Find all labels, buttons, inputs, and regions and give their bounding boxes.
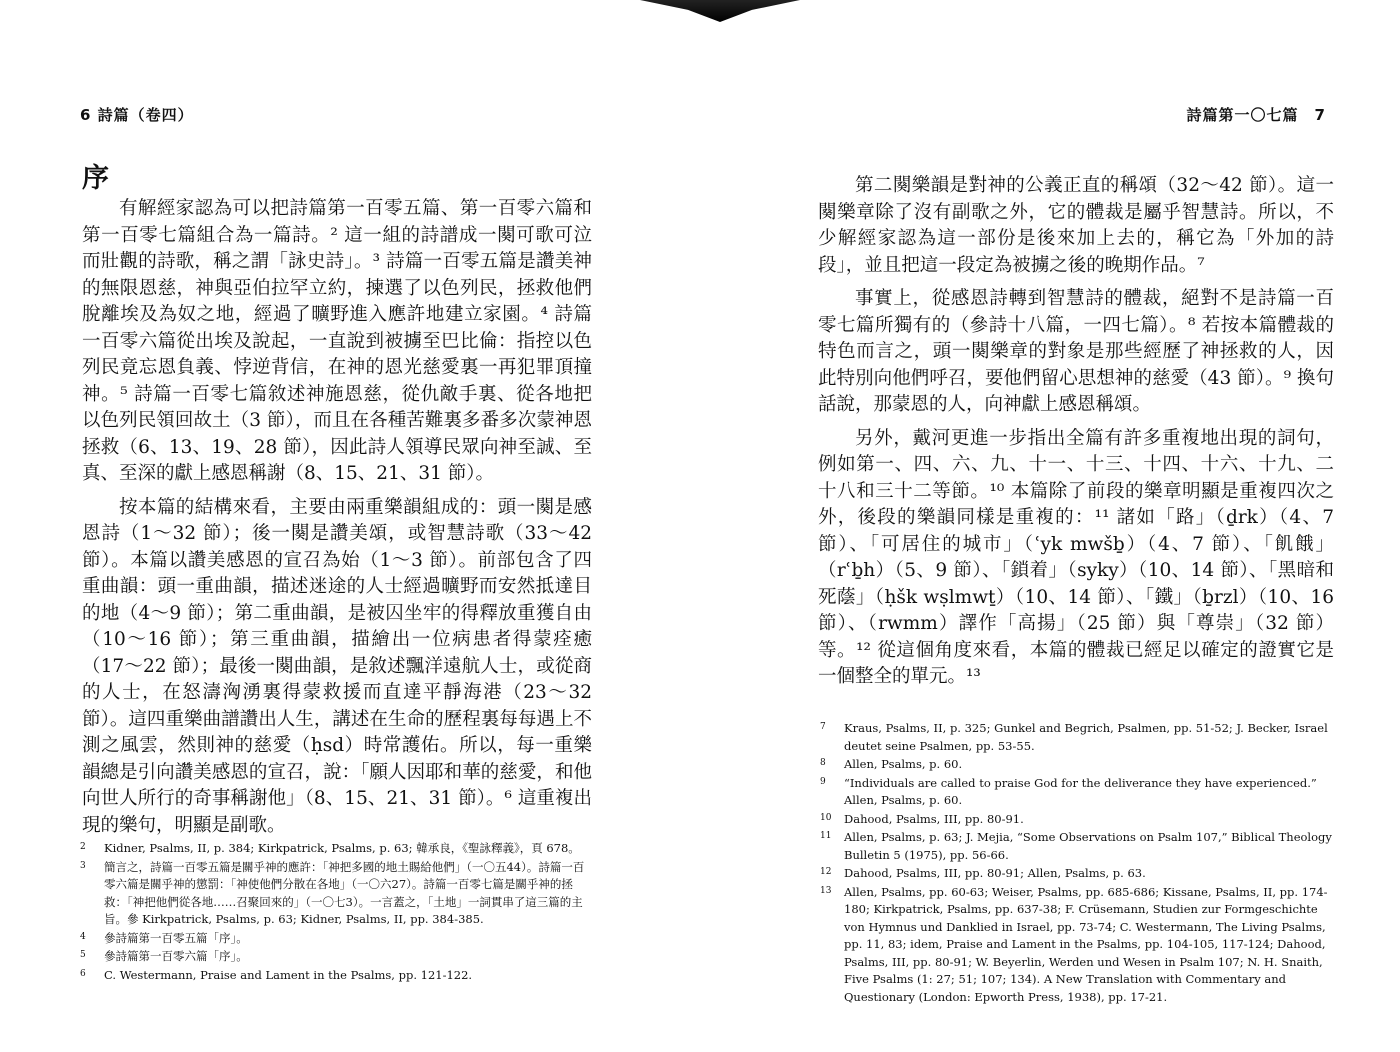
footnote-number: 12 — [820, 867, 832, 877]
right-footnotes — [820, 720, 1342, 1007]
footnote-text: Dahood, Psalms, III, pp. 80-91; Allen, Psalms, p. 63. — [844, 866, 1146, 880]
footnote — [80, 948, 592, 966]
footnote — [820, 775, 1342, 810]
left-body-text — [82, 196, 592, 846]
footnote-text: Allen, Psalms, pp. 60-63; Weiser, Psalms, pp. 685-686; Kissane, Psalms, II, pp. 174-180; Kirkpatrick, Psalms, pp. 637-38; F. Crüsemann, Studien zur Formgeschichte von Hymnus und Danklied in Israel, pp. 73-74; C. Westermann, The Living Psalms, pp. 11, 83; idem, Praise and Lament in the Psalms, pp. 104-105, 117-124; Dahood, Psalms, III, pp. 80-91; W. Beyerlin, Werden und Wesen in Psalm 107; N. H. Snaith, Five Psalms (1: 27; 51; 107; 134). A New Translation with Commentary and Questionary (London: Epworth Press, 1938), pp. 17-21. — [844, 884, 1328, 1004]
left-footnotes — [80, 840, 592, 985]
footnote-number: 6 — [80, 968, 86, 979]
footnote-text: Kraus, Psalms, II, p. 325; Gunkel and Begrich, Psalmen, pp. 51-52; J. Becker, Israel deutet seine Psalmen, pp. 53-55. — [844, 721, 1328, 753]
right-running-header: 詩篇第一〇七篇 7 — [1186, 106, 1326, 124]
paragraph: 事實上，從感恩詩轉到智慧詩的體裁，絕對不是詩篇一百零七篇所獨有的（參詩十八篇，一四七篇）。⁸ 若按本篇體裁的特色而言之，頭一闋樂章的對象是那些經歷了神拯救的人，因此特別向他們呼召，要他們留心思想神的慈愛（43 節）。⁹ 換句話說，那蒙恩的人，向神獻上感恩稱頌。 — [818, 288, 1334, 415]
paragraph: 第二闋樂韻是對神的公義正直的稱頌（32～42 節）。這一闋樂章除了沒有副歌之外，它的體裁是屬乎智慧詩。所以，不少解經家認為這一部份是後來加上去的，稱它為「外加的詩段」，並且把這一段定為被擄之後的晚期作品。⁷ — [818, 175, 1334, 276]
footnote — [820, 756, 1342, 774]
section-title: 序 — [82, 163, 109, 194]
footnote-number: 7 — [820, 722, 826, 732]
footnote-number: 8 — [820, 758, 826, 768]
footnote-text: Allen, Psalms, p. 63; J. Mejia, “Some Observations on Psalm 107,” Biblical Theology Bulletin 5 (1975), pp. 56-66. — [844, 830, 1332, 862]
footnote-number: 2 — [80, 842, 86, 852]
footnote — [80, 930, 592, 948]
footnote-number: 13 — [820, 885, 832, 896]
footnote — [80, 840, 592, 858]
footnote-text: 參詩篇第一百零五篇「序」。 — [104, 930, 248, 945]
right-body-text — [818, 173, 1334, 698]
footnote-text: Kidner, Psalms, II, p. 384; Kirkpatrick, Psalms, p. 63; 韓承良，《聖詠釋義》，頁 678。 — [104, 841, 580, 855]
footnote — [820, 720, 1342, 755]
footnote-number: 3 — [80, 860, 86, 871]
footnote-number: 9 — [820, 776, 826, 787]
footnote-text: C. Westermann, Praise and Lament in the Psalms, pp. 121-122. — [104, 967, 473, 982]
footnote-text: “Individuals are called to praise God for the deliverance they have experienced.” Allen, Psalms, p. 60. — [844, 775, 1317, 807]
footnote-text: Dahood, Psalms, III, pp. 80-91. — [844, 811, 1024, 826]
right-page — [700, 0, 1400, 1052]
footnote-number: 10 — [820, 812, 832, 823]
footnote — [820, 811, 1342, 829]
footnote — [820, 865, 1342, 883]
footnote-number: 11 — [820, 831, 832, 841]
footnote-text: 參詩篇第一百零六篇「序」。 — [104, 949, 248, 963]
footnote — [80, 859, 592, 929]
paragraph: 有解經家認為可以把詩篇第一百零五篇、第一百零六篇和第一百零七篇組合為一篇詩。² 這一組的詩譜成一闋可歌可泣而壯觀的詩歌，稱之謂「詠史詩」。³ 詩篇一百零五篇是讚美神的無限恩慈，神與亞伯拉罕立約，揀選了以色列民，拯救他們脫離埃及為奴之地，經過了曠野進入應許地建立家園。⁴ 詩篇一百零六篇從出埃及說起，一直說到被擄至巴比倫：指控以色列民竟忘恩負義、悖逆背信，在神的恩光慈愛裏一再犯罪頂撞神。⁵ 詩篇一百零七篇敘述神施恩慈，從仇敵手裏、從各地把以色列民領回故土（3 節），而且在各種苦難裏多番多次蒙神恩拯救（6、13、19、28 節），因此詩人領導民眾向神至誠、至真、至深的獻上感恩稱謝（8、15、21、31 節）。 — [82, 198, 592, 484]
left-running-header: 6 詩篇（卷四） — [80, 106, 194, 124]
footnote — [820, 829, 1342, 864]
footnote — [80, 967, 592, 985]
footnote-number: 5 — [80, 950, 86, 960]
paragraph: 另外，戴河更進一步指出全篇有許多重複地出現的詞句，例如第一、四、六、九、十一、十三、十四、十六、十九、二十八和三十二等節。¹⁰ 本篇除了前段的樂章明顯是重複四次之外，後段的樂韻同樣是重複的：¹¹ 諸如「路」（ḏrk）（4、7 節）、「可居住的城市」（ʿyk mwšḇ）（4、7 節）、「飢餓」（rʿḇh）（5、9 節）、「鎖着」（syky）（10、14 節）、「黑暗和死蔭」（ḥšk wṣlmwṯ）（10、14 節）、「鐵」（ḇrzl）（10、16 節）、（rwmm）譯作「高揚」（25 節）與「尊崇」（32 節）等。¹² 從這個角度來看，本篇的體裁已經足以確定的證實它是一個整全的單元。¹³ — [818, 427, 1334, 687]
footnote-number: 4 — [80, 931, 86, 942]
footnote — [820, 884, 1342, 1007]
footnote-text: Allen, Psalms, p. 60. — [844, 757, 963, 771]
footnote-text: 簡言之，詩篇一百零五篇是關乎神的應許：「神把多國的地土賜給他們」（一〇五44）。詩篇一百零六篇是關乎神的懲罰：「神使他們分散在各地」（一〇六27）。詩篇一百零七篇是關乎神的拯救：「神把他們從各地……召聚回來的」（一〇七3）。一言蓋之，「土地」一詞貫串了這三篇的主旨。參 Kirkpatrick, Psalms, p. 63; Kidner, Psalms, II, pp. 384-385. — [104, 859, 585, 926]
paragraph: 按本篇的結構來看，主要由兩重樂韻組成的：頭一闋是感恩詩（1～32 節）；後一闋是讚美頌，或智慧詩歌（33～42 節）。本篇以讚美感恩的宣召為始（1～3 節）。前部包含了四重曲韻：頭一重曲韻，描述迷途的人士經過曠野而安然抵達目的地（4～9 節）；第二重曲韻，是被囚坐牢的得釋放重獲自由（10～16 節）；第三重曲韻，描繪出一位病患者得蒙痊癒（17～22 節）；最後一闋曲韻，是敘述飄洋遠航人士，或從商的人士，在怒濤洶湧裏得蒙救援而直達平靜海港（23～32 節）。這四重樂曲譜讚出人生，講述在生命的歷程裏每每遇上不測之風雲，然則神的慈愛（ḥsd）時常護佑。所以，每一重樂韻總是引向讚美感恩的宣召，說：「願人因耶和華的慈愛，和他向世人所行的奇事稱謝他」（8、15、21、31 節）。⁶ 這重複出現的樂句，明顯是副歌。 — [82, 496, 592, 836]
